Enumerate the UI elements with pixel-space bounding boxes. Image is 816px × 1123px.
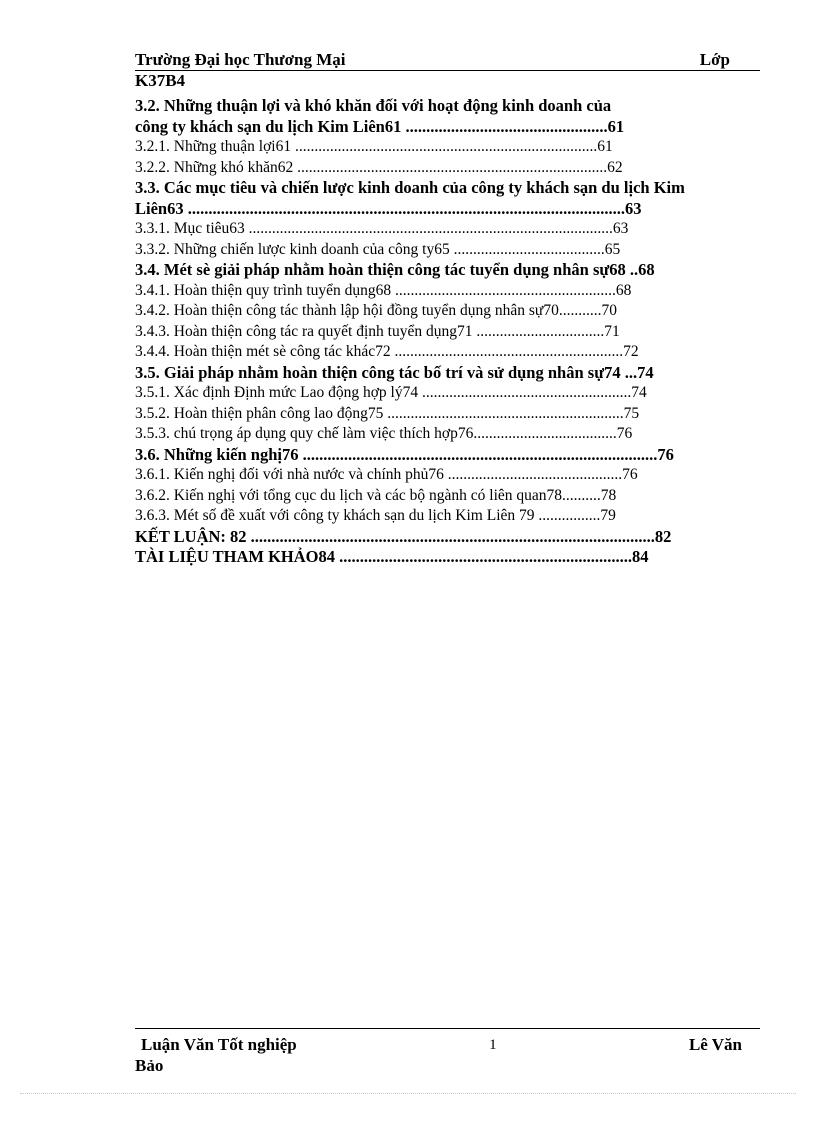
toc-entry[interactable]: 3.6.1. Kiến nghị đối với nhà nước và chính phủ76 .............................................76: [135, 466, 638, 483]
toc-entry[interactable]: 3.4.3. Hoàn thiện công tác ra quyết định tuyển dụng71 .................................71: [135, 322, 620, 340]
toc-entry[interactable]: 3.3. Các mục tiêu và chiến lược kinh doanh của công ty khách sạn du lịch Kim: [135, 178, 685, 197]
toc-entry[interactable]: 3.4.1. Hoàn thiện quy trình tuyển dụng68 .........................................................68: [135, 281, 632, 299]
table-of-contents: [135, 96, 795, 568]
toc-entry[interactable]: 3.4. Mét sè giải pháp nhằm hoàn thiện công tác tuyển dụng nhân sự68 ..68: [135, 260, 655, 279]
toc-entry[interactable]: công ty khách sạn du lịch Kim Liên61 .................................................61: [135, 116, 625, 136]
toc-entry[interactable]: 3.3.2. Những chiến lược kinh doanh của công ty65 .......................................65: [135, 240, 621, 258]
toc-entry[interactable]: 3.5.3. chú trọng áp dụng quy chế làm việc thích hợp76.....................................76: [135, 425, 633, 442]
toc-entry[interactable]: 3.5.2. Hoàn thiện phân công lao động75 .............................................................75: [135, 404, 640, 422]
footer-author-name: Lê Văn: [688, 1035, 742, 1054]
footer-line: [135, 1029, 760, 1055]
toc-entry[interactable]: 3.5. Giải pháp nhằm hoàn thiện công tác bố trí và sử dụng nhân sự74 ...74: [135, 362, 654, 382]
toc-entry[interactable]: 3.5.1. Xác định Định mức Lao động hợp lý74 ......................................................74: [135, 384, 647, 401]
toc-entry[interactable]: 3.2.1. Những thuận lợi61 ..............................................................................61: [135, 138, 613, 155]
header-school: Trường Đại học Thương Mại: [135, 50, 346, 69]
toc-entry[interactable]: KẾT LUẬN: 82 ..................................................................................................82: [135, 526, 672, 546]
toc-entry[interactable]: TÀI LIỆU THAM KHẢO84 .......................................................................84: [135, 547, 649, 566]
toc-entry[interactable]: 3.6.2. Kiến nghị với tổng cục du lịch và các bộ ngành có liên quan78..........78: [135, 486, 617, 504]
header-class-label: Lớp: [699, 50, 730, 69]
header-class-code: K37B4: [135, 71, 186, 90]
page-edge-divider: [20, 1093, 796, 1094]
toc-entry[interactable]: 3.6. Những kiến nghị76 ......................................................................................76: [135, 444, 674, 464]
toc-entry[interactable]: 3.2. Những thuận lợi và khó khăn đối với hoạt động kinh doanh của: [135, 96, 612, 115]
page-number: 1: [489, 1037, 497, 1053]
page-footer: [135, 1028, 760, 1077]
toc-entry[interactable]: 3.4.4. Hoàn thiện mét sè công tác khác72 ...........................................................72: [135, 343, 639, 360]
toc-entry[interactable]: 3.4.2. Hoàn thiện công tác thành lập hội đồng tuyển dụng nhân sự70...........70: [135, 302, 617, 319]
toc-entry[interactable]: 3.2.2. Những khó khăn62 ................................................................................62: [135, 158, 623, 176]
toc-entry[interactable]: 3.3.1. Mục tiêu63 ..............................................................................................63: [135, 220, 629, 237]
toc-entry[interactable]: Liên63 ..........................................................................................................63: [135, 198, 642, 218]
footer-author-continuation: Bảo: [135, 1056, 164, 1075]
footer-thesis-label: Luận Văn Tốt nghiệp: [141, 1035, 297, 1054]
header-line: [135, 50, 760, 71]
page-header: [135, 50, 760, 91]
toc-entry[interactable]: 3.6.3. Mét số đề xuất với công ty khách sạn du lịch Kim Liên 79 ................79: [135, 507, 616, 524]
